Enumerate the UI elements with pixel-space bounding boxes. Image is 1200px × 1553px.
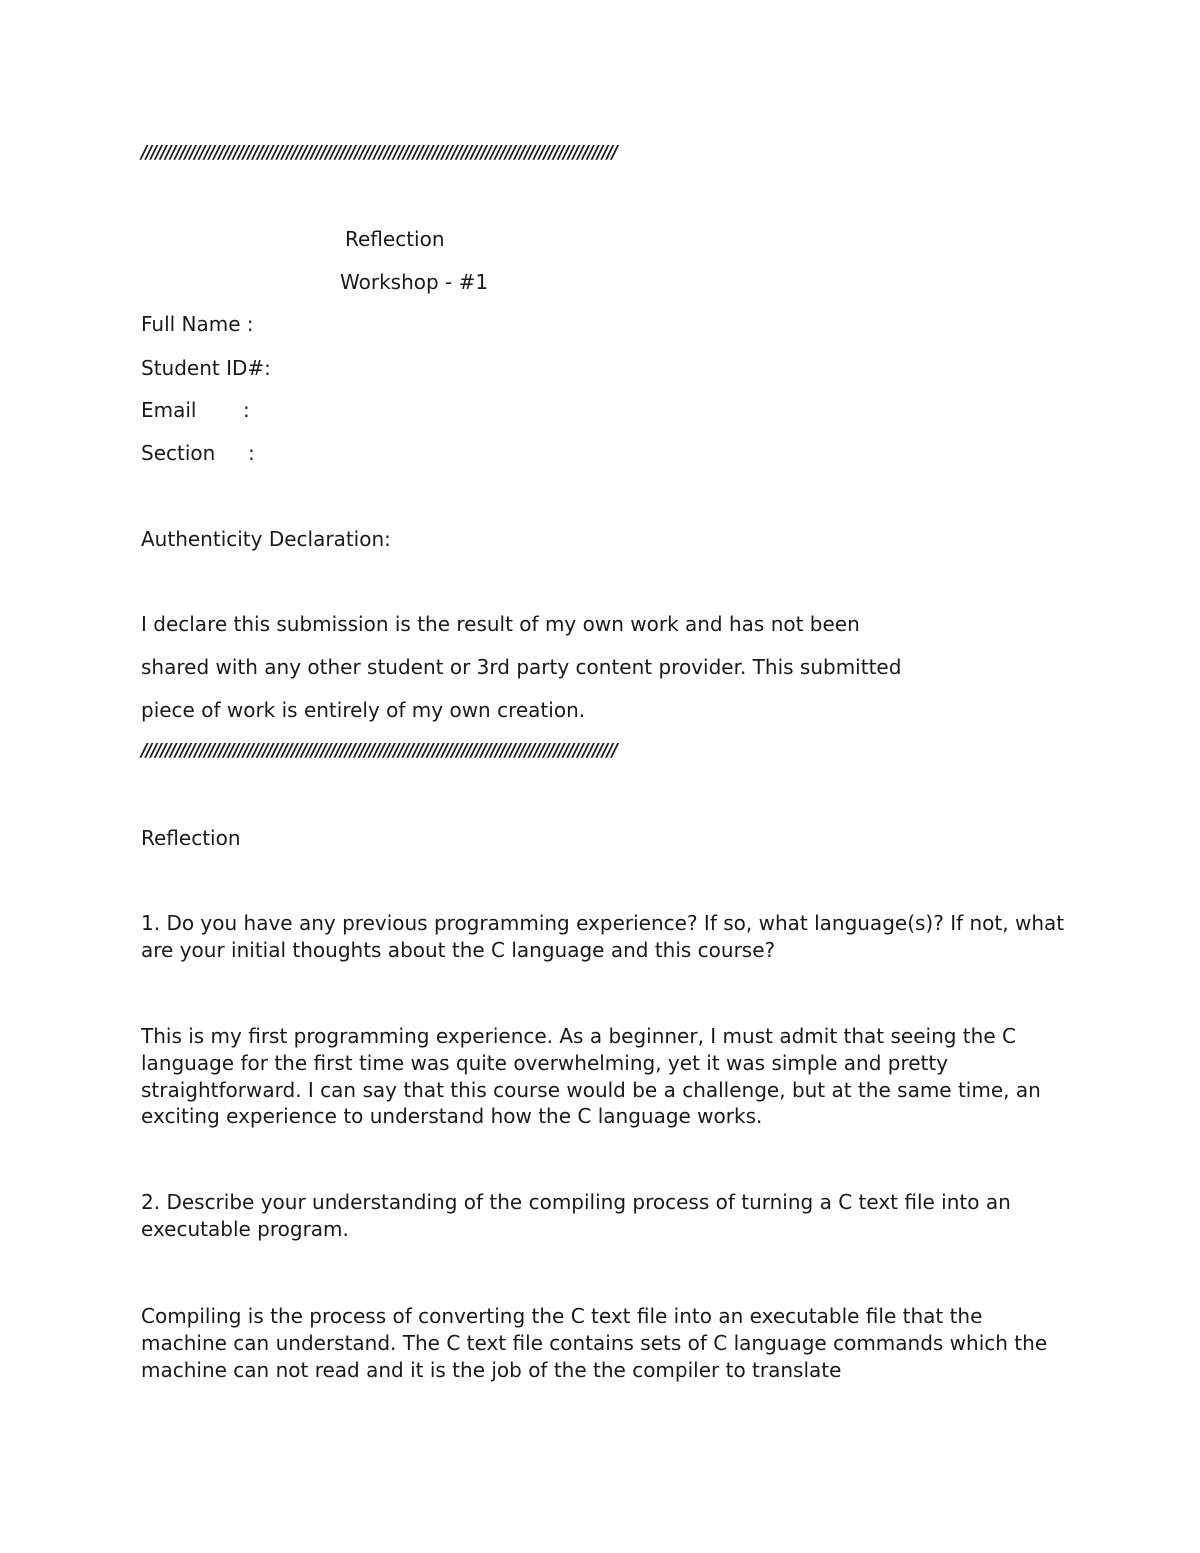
email-colon: :	[243, 398, 250, 422]
reflection-heading: Reflection	[141, 826, 241, 850]
email-label: Email	[141, 398, 197, 422]
section-colon: :	[248, 441, 255, 465]
declaration-heading: Authenticity Declaration:	[141, 527, 391, 551]
section-label: Section	[141, 441, 216, 465]
document-subtitle: Workshop - #1	[340, 270, 489, 294]
question-1: 1. Do you have any previous programming experience? If so, what language(s)? If not, what are your initial thoughts about the C language and this course?	[141, 911, 1065, 962]
declaration-line-3: piece of work is entirely of my own creation.	[141, 698, 586, 722]
declaration-line-1: I declare this submission is the result of my own work and has not been	[141, 612, 860, 636]
declaration-line-2: shared with any other student or 3rd party content provider. This submitted	[141, 655, 902, 679]
bottom-separator: //////////////////////////////////////////////////////////////////////////////////////////////////	[141, 741, 617, 761]
answer-1: This is my first programming experience. As a beginner, I must admit that seeing the C language for the first time was quite overwhelming, yet it was simple and pretty straightforward. I can say that this course would be a challenge, but at the same time, an exciting experience to understand how the C language works.	[141, 1024, 1041, 1129]
question-2: 2. Describe your understanding of the compiling process of turning a C text file into an executable program.	[141, 1190, 1011, 1241]
answer-2: Compiling is the process of converting the C text file into an executable file that the machine can understand. The C text file contains sets of C language commands which the machine can not read and it is the job of the the compiler to translate	[141, 1304, 1048, 1382]
document-title: Reflection	[345, 227, 445, 251]
top-separator: //////////////////////////////////////////////////////////////////////////////////////////////////	[141, 143, 617, 163]
full-name-label: Full Name :	[141, 312, 254, 336]
student-id-label: Student ID#:	[141, 356, 271, 380]
